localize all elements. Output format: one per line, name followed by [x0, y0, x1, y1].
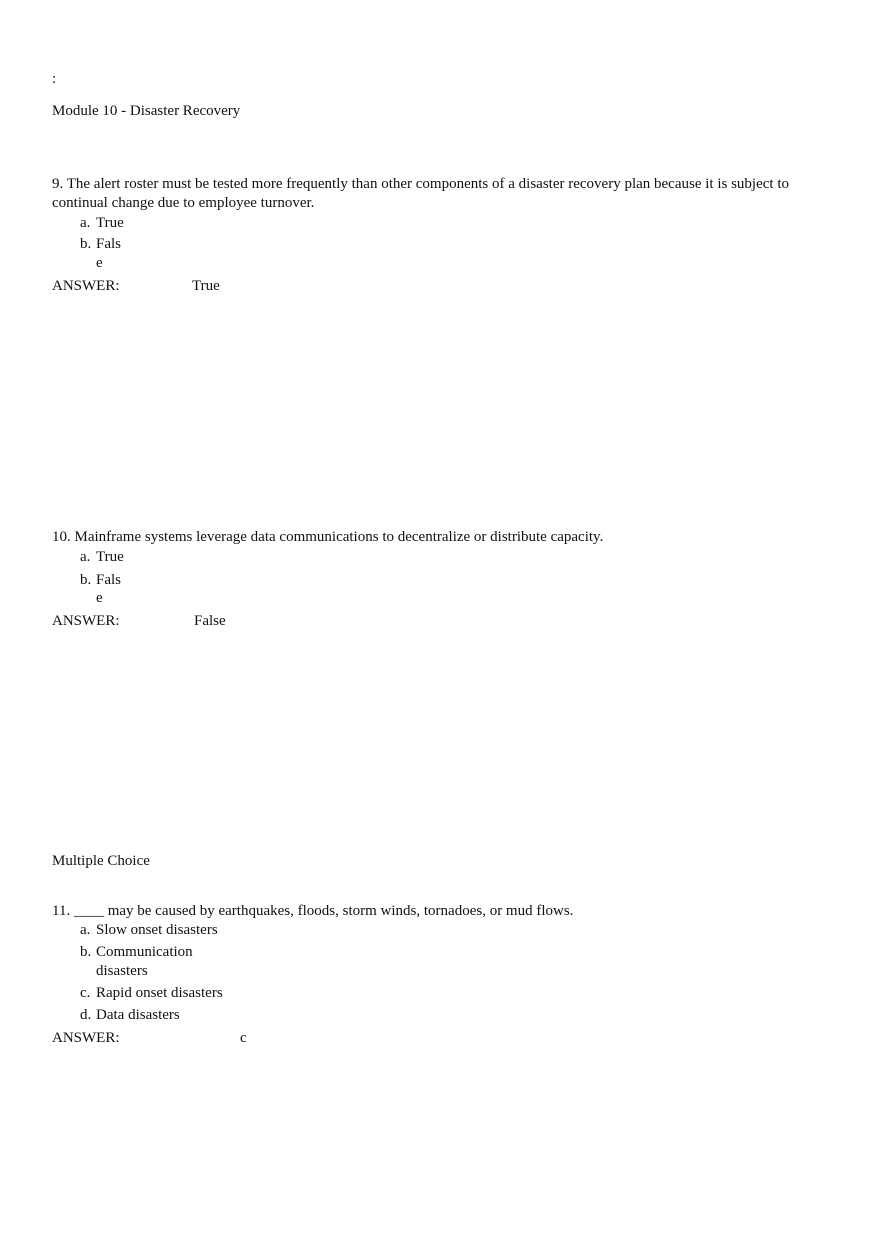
question-11-option-d-text: Data disasters [96, 1007, 180, 1023]
question-10-answer-value: False [194, 613, 226, 629]
question-9-option-b-letter: b. [80, 236, 92, 252]
question-9-text: 9. The alert roster must be tested more frequently than other components of a disaster recovery plan because it is subject to continual change due to employee turnover. [52, 176, 789, 211]
question-9-option-b-text: Fals [96, 236, 122, 252]
header-colon: : [52, 71, 57, 87]
question-9-option-a-text: True [96, 215, 124, 231]
question-11-option-c-letter: c. [80, 985, 91, 1001]
question-10-option-a-text: True [96, 549, 124, 565]
question-10-option-b-wrap: e [96, 590, 103, 606]
module-title: Module 10 - Disaster Recovery [52, 103, 241, 119]
question-9-answer-label: ANSWER: [52, 278, 120, 294]
question-11-option-d-letter: d. [80, 1007, 92, 1023]
question-10-answer-label: ANSWER: [52, 613, 120, 629]
question-10-option-a-letter: a. [80, 549, 91, 565]
question-11-text: 11. ____ may be caused by earthquakes, floods, storm winds, tornadoes, or mud flows. [52, 903, 574, 919]
question-11-answer-value: c [240, 1030, 247, 1046]
question-11-option-a-letter: a. [80, 922, 91, 938]
question-11-option-b-text: Communication [96, 944, 193, 960]
question-11-option-b-letter: b. [80, 944, 92, 960]
section-title-multiple-choice: Multiple Choice [52, 853, 150, 869]
question-11-answer-label: ANSWER: [52, 1030, 120, 1046]
question-9-option-a-letter: a. [80, 215, 91, 231]
question-10-option-b-letter: b. [80, 572, 92, 588]
question-9-answer-value: True [192, 278, 220, 294]
question-10-option-b-text: Fals [96, 572, 122, 588]
question-9-option-b-wrap: e [96, 255, 103, 271]
question-10-text: 10. Mainframe systems leverage data communications to decentralize or distribute capacity. [52, 529, 604, 545]
question-11-option-c-text: Rapid onset disasters [96, 985, 223, 1001]
question-11-option-a-text: Slow onset disasters [96, 922, 218, 938]
question-11-option-b-wrap: disasters [96, 963, 148, 979]
